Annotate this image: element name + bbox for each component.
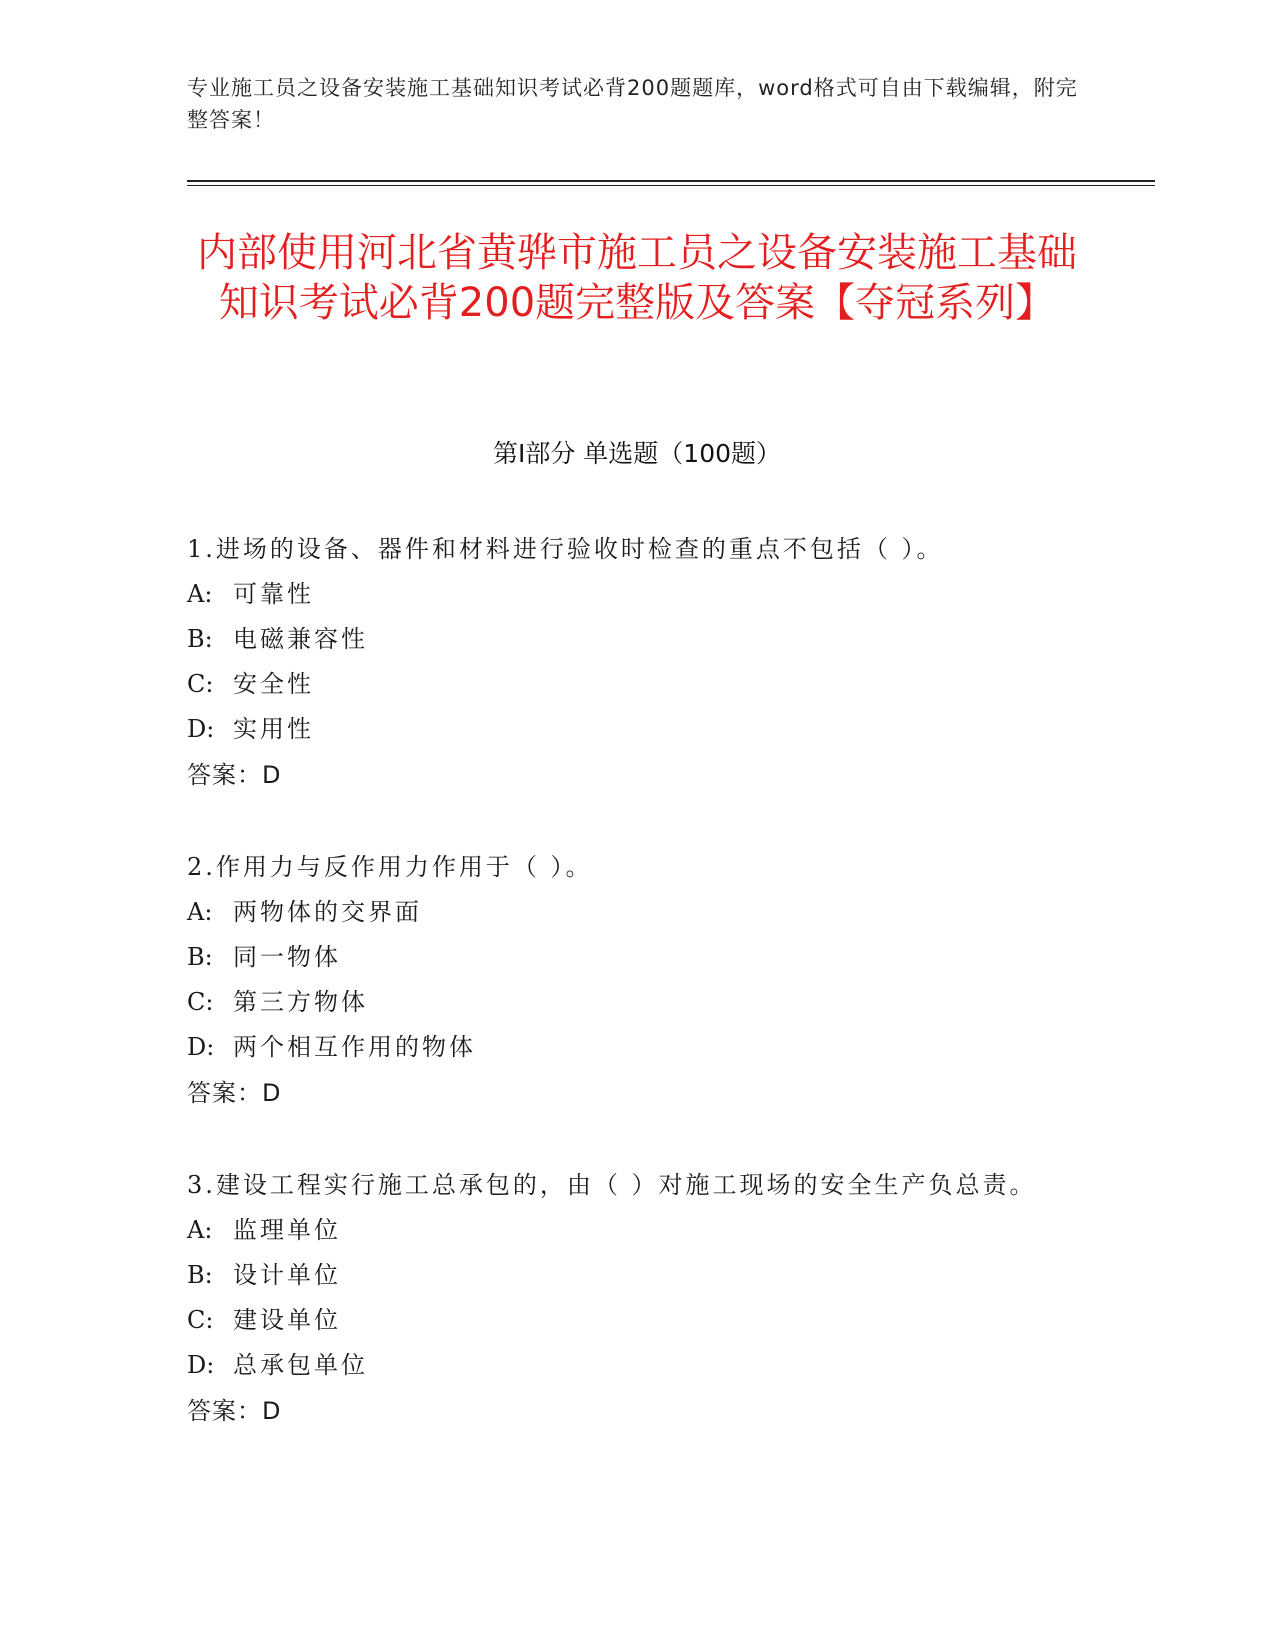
- option-text: 设计单位: [233, 1261, 341, 1289]
- option-text: 两个相互作用的物体: [233, 1033, 476, 1061]
- option-c: [187, 662, 1087, 707]
- option-c: [187, 980, 1087, 1025]
- option-letter: C:: [187, 670, 214, 698]
- question-stem: 2.作用力与反作用力作用于（ ）。: [187, 853, 593, 881]
- option-letter: A:: [187, 580, 213, 608]
- option-text: 建设单位: [233, 1306, 341, 1334]
- option-letter: B:: [187, 625, 213, 653]
- option-letter: D:: [187, 715, 215, 743]
- question-3: [187, 1162, 1087, 1434]
- document-title: 内部使用河北省黄骅市施工员之设备安装施工基础知识考试必背200题完整版及答案【夺冠系列】: [197, 230, 1077, 326]
- question-stem: 3.建设工程实行施工总承包的，由（ ）对施工现场的安全生产负总责。: [187, 1171, 1037, 1199]
- header-note: 专业施工员之设备安装施工基础知识考试必背200题题库，word格式可自由下载编辑，附完整答案！: [187, 76, 1078, 132]
- option-text: 可靠性: [233, 580, 314, 608]
- question-stem: 1.进场的设备、器件和材料进行验收时检查的重点不包括（ ）。: [187, 535, 944, 563]
- option-d: [187, 707, 1087, 752]
- answer-line: 答案：D: [187, 761, 282, 789]
- option-letter: C:: [187, 1306, 214, 1334]
- header-divider-thin: [187, 185, 1155, 186]
- section-title: 第Ⅰ部分 单选题（100题）: [492, 439, 782, 468]
- option-a: [187, 890, 1087, 935]
- option-a: [187, 572, 1087, 617]
- option-c: [187, 1298, 1087, 1343]
- option-text: 总承包单位: [233, 1351, 368, 1379]
- option-b: [187, 617, 1087, 662]
- option-letter: B:: [187, 1261, 213, 1289]
- option-letter: D:: [187, 1033, 215, 1061]
- option-letter: D:: [187, 1351, 215, 1379]
- option-b: [187, 1253, 1087, 1298]
- option-letter: B:: [187, 943, 213, 971]
- option-letter: C:: [187, 988, 214, 1016]
- option-text: 电磁兼容性: [233, 625, 368, 653]
- option-letter: A:: [187, 898, 213, 926]
- header-divider-thick: [187, 180, 1155, 182]
- question-2: [187, 844, 1087, 1116]
- option-text: 安全性: [233, 670, 314, 698]
- option-d: [187, 1025, 1087, 1070]
- option-text: 同一物体: [233, 943, 341, 971]
- option-b: [187, 935, 1087, 980]
- option-text: 两物体的交界面: [233, 898, 422, 926]
- question-list: [187, 526, 1087, 1480]
- option-text: 第三方物体: [233, 988, 368, 1016]
- answer-line: 答案：D: [187, 1079, 282, 1107]
- option-letter: A:: [187, 1216, 213, 1244]
- option-a: [187, 1208, 1087, 1253]
- answer-line: 答案：D: [187, 1397, 282, 1425]
- option-text: 监理单位: [233, 1216, 341, 1244]
- option-d: [187, 1343, 1087, 1388]
- option-text: 实用性: [233, 715, 314, 743]
- question-1: [187, 526, 1087, 798]
